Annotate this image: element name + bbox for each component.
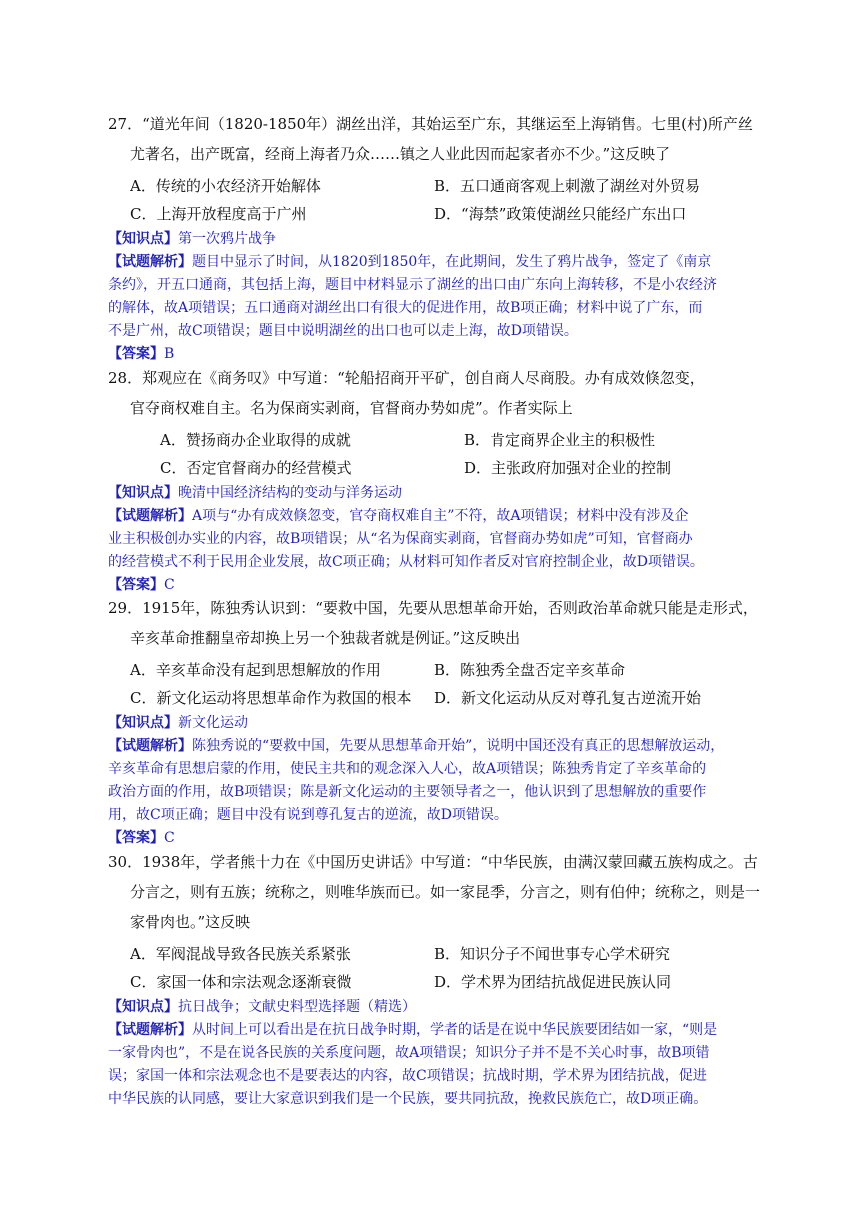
analysis [108,251,768,343]
analysis [108,505,768,574]
analysis [108,735,768,827]
answer-value: C [164,830,175,846]
question-stem-line: 28．郑观应在《商务叹》中写道：“轮船招商开平矿，创自商人尽商股。办有成效倏忽变， [108,369,705,387]
option-b: B．陈独秀全盘否定辛亥革命 [434,661,626,679]
option-c: C．家国一体和宗法观念逐渐衰微 [130,973,352,991]
knowledge-tag: 【知识点】 [108,485,178,501]
analysis-tag: 【试题解析】 [108,508,192,524]
option-a: A．传统的小农经济开始解体 [130,177,321,195]
knowledge-tag: 【知识点】 [108,231,178,247]
option-a: A．赞扬商办企业取得的成就 [160,431,351,449]
analysis-line: 误；家国一体和宗法观念也不是要表达的内容，故C项错误；抗战时期，学术界为团结抗战，促进 [108,1068,707,1084]
question-stem-line: 家骨肉也。”这反映 [130,913,251,931]
analysis-line: 用，故C项正确；题目中没有说到尊孔复古的逆流，故D项错误。 [108,807,508,823]
question-stem-line: 尤著名，出产既富，经商上海者乃众……镇之人业此因而起家者亦不少。”这反映了 [130,145,671,163]
option-d: D．学术界为团结抗战促进民族认同 [434,973,672,991]
options-row [108,454,768,482]
knowledge-point [108,228,768,251]
analysis-line: 政治方面的作用，故B项错误；陈是新文化运动的主要领导者之一，他认识到了思想解放的重要作 [108,784,707,800]
answer-value: B [164,346,175,362]
option-a: A．军阀混战导致各民族关系紧张 [130,945,351,963]
analysis-line: 辛亥革命有思想启蒙的作用，使民主共和的观念深入人心，故A项错误；陈独秀肯定了辛亥革命的 [108,761,707,777]
option-d: D．新文化运动从反对尊孔复古逆流开始 [434,689,702,707]
options-row [108,940,768,968]
knowledge-text: 抗日战争；文献史料型选择题（精选） [178,999,416,1015]
analysis-line: 的解体，故A项错误；五口通商对湖丝出口有很大的促进作用，故B项正确；材料中说了广东，而 [108,300,703,316]
knowledge-point [108,996,768,1019]
option-c: C．新文化运动将思想革命作为救国的根本 [130,689,412,707]
options-row [108,656,768,684]
question-27 [108,109,768,366]
options-row [108,968,768,996]
knowledge-point [108,712,768,735]
question-29 [108,593,768,850]
option-c: C．上海开放程度高于广州 [130,205,307,223]
analysis-line: 条约》，开五口通商，其包括上海，题目中材料显示了湖丝的出口由广东向上海转移，不是小农经济 [108,277,717,293]
knowledge-tag: 【知识点】 [108,999,178,1015]
analysis-line: 中华民族的认同感，要让大家意识到我们是一个民族，要共同抗敌，挽救民族危亡，故D项正确。 [108,1091,708,1107]
knowledge-text: 第一次鸦片战争 [178,231,276,247]
analysis-line: A项与“办有成效倏忽变，官夺商权难自主”不符，故A项错误；材料中没有涉及企 [192,508,689,524]
option-c: C．否定官督商办的经营模式 [160,459,352,477]
option-b: B．肯定商界企业主的积极性 [464,431,656,449]
analysis-line: 业主积极创办实业的内容，故B项错误；从“名为保商实剥商，官督商办势如虎”可知，官督商办 [108,531,693,547]
answer-tag: 【答案】 [108,577,164,593]
option-d: D．主张政府加强对企业的控制 [464,459,672,477]
analysis-tag: 【试题解析】 [108,1022,192,1038]
question-stem-line: 分言之，则有五族；统称之，则唯华族而已。如一家昆季，分言之，则有伯仲；统称之，则是一 [130,883,761,901]
question-stem-line: 官夺商权难自主。名为保商实剥商，官督商办势如虎”。作者实际上 [130,399,573,417]
knowledge-tag: 【知识点】 [108,715,178,731]
options-row [108,200,768,228]
knowledge-point [108,482,768,505]
analysis-line: 不是广州，故C项错误；题目中说明湖丝的出口也可以走上海，故D项错误。 [108,323,578,339]
knowledge-text: 晚清中国经济结构的变动与洋务运动 [178,485,402,501]
answer-tag: 【答案】 [108,830,164,846]
option-d: D．“海禁”政策使湖丝只能经广东出口 [434,205,687,223]
analysis-line: 的经营模式不利于民用企业发展，故C项正确；从材料可知作者反对官府控制企业，故D项错误。 [108,554,704,570]
question-30 [108,847,768,1111]
options-row [108,172,768,200]
question-28 [108,363,768,597]
option-b: B．知识分子不闻世事专心学术研究 [434,945,671,963]
question-stem-line: 30．1938年，学者熊十力在《中国历史讲话》中写道：“中华民族，由满汉蒙回藏五族构成之。古 [108,853,758,871]
answer-value: C [164,577,175,593]
analysis-line: 一家骨肉也”，不是在说各民族的关系度问题，故A项错误；知识分子并不是不关心时事，故B项错 [108,1045,710,1061]
analysis-tag: 【试题解析】 [108,254,192,270]
answer-tag: 【答案】 [108,346,164,362]
option-b: B．五口通商客观上刺激了湖丝对外贸易 [434,177,701,195]
analysis [108,1019,768,1111]
analysis-tag: 【试题解析】 [108,738,192,754]
analysis-line: 题目中显示了时间，从1820到1850年，在此期间，发生了鸦片战争，签定了《南京 [192,254,712,270]
question-stem-line: 辛亥革命推翻皇帝却换上另一个独裁者就是例证。”这反映出 [130,629,521,647]
option-a: A．辛亥革命没有起到思想解放的作用 [130,661,381,679]
options-row [108,684,768,712]
question-stem-line: 29．1915年，陈独秀认识到：“要救中国，先要从思想革命开始，否则政治革命就只能是走形式， [108,599,758,617]
analysis-line: 从时间上可以看出是在抗日战争时期，学者的话是在说中华民族要团结如一家，“则是 [192,1022,718,1038]
options-row [108,426,768,454]
analysis-line: 陈独秀说的“要救中国，先要从思想革命开始”，说明中国还没有真正的思想解放运动， [192,738,725,754]
knowledge-text: 新文化运动 [178,715,248,731]
question-stem-line: 27．“道光年间（1820-1850年）湖丝出洋，其始运至广东，其继运至上海销售。七里(村)所产丝 [108,115,753,133]
